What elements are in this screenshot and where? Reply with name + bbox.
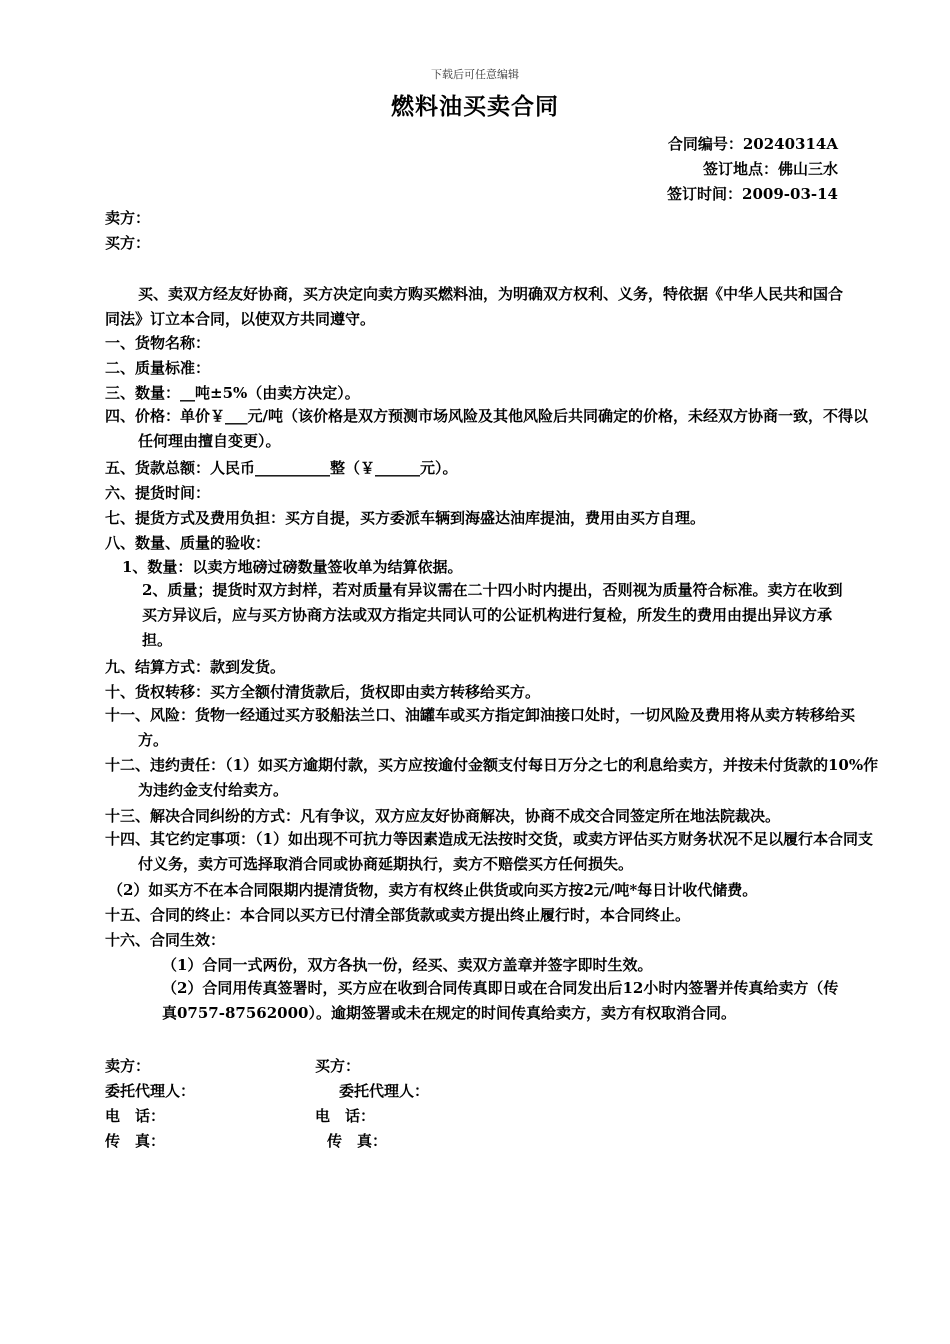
clause-8: 八、数量、质量的验收： [105, 534, 271, 552]
clause-8-2: 2、质量；提货时双方封样，若对质量有异议需在二十四小时内提出，否则视为质量符合标准。卖方在收到买方异议后，应与买方协商方法或双方指定共同认可的公证机构进行复检，所发生的费用由提出异议方承担。 [142, 581, 843, 649]
signature-seller-phone: 电 话： [105, 1107, 166, 1125]
clause-3: 三、数量：__吨±5%（由卖方决定）。 [105, 384, 360, 402]
clause-16-1: （1）合同一式两份，双方各执一份，经买、卖双方盖章并签字即时生效。 [162, 956, 653, 974]
signature-seller-agent: 委托代理人： [105, 1082, 196, 1100]
signature-seller-fax: 传 真： [105, 1132, 166, 1150]
clause-11: 十一、风险：货物一经通过买方驳船法兰口、油罐车或买方指定卸油接口处时，一切风险及费用将从卖方转移给买方。 [105, 706, 856, 749]
intro-paragraph: 买、卖双方经友好协商，买方决定向卖方购买燃料油，为明确双方权利、义务，特依据《中华人民共和国合同法》订立本合同，以使双方共同遵守。 [105, 285, 844, 328]
signature-seller: 卖方： [105, 1057, 151, 1075]
clause-14-2: （2）如买方不在本合同限期内提清货物，卖方有权终止供货或向买方按2元/吨*每日计收代储费。 [108, 881, 758, 899]
clause-15: 十五、合同的终止：本合同以买方已付清全部货款或卖方提出终止履行时，本合同终止。 [105, 906, 691, 924]
clause-16: 十六、合同生效： [105, 931, 226, 949]
clause-10: 十、货权转移：买方全额付清货款后，货权即由卖方转移给买方。 [105, 683, 541, 701]
clause-13: 十三、解决合同纠纷的方式：凡有争议，双方应友好协商解决，协商不成交合同签定所在地法院裁决。 [105, 807, 781, 825]
clause-6: 六、提货时间： [105, 484, 211, 502]
signature-buyer: 买方： [315, 1057, 361, 1075]
clause-12: 十二、违约责任：（1）如买方逾期付款，买方应按逾付金额支付每日万分之七的利息给卖方，并按未付货款的10%作为违约金支付给卖方。 [105, 756, 879, 799]
signature-buyer-fax: 传 真： [327, 1132, 388, 1150]
clause-9: 九、结算方式：款到发货。 [105, 658, 286, 676]
signature-buyer-agent: 委托代理人： [339, 1082, 430, 1100]
clause-5: 五、货款总额：人民币__________整（￥______元）。 [105, 459, 458, 477]
document-title: 燃料油买卖合同 [391, 93, 559, 120]
seller-label: 卖方： [105, 209, 151, 227]
signature-buyer-phone: 电 话： [315, 1107, 376, 1125]
contract-number: 合同编号：20240314A [667, 135, 838, 153]
clause-7: 七、提货方式及费用负担：买方自提，买方委派车辆到海盛达油库提油，费用由买方自理。 [105, 509, 706, 527]
clause-8-1: 1、数量：以卖方地磅过磅数量签收单为结算依据。 [122, 558, 463, 576]
clause-1: 一、货物名称： [105, 334, 211, 352]
signing-date: 签订时间：2009-03-14 [667, 185, 838, 203]
clause-2: 二、质量标准： [105, 359, 211, 377]
header-note: 下载后可任意编辑 [431, 68, 519, 81]
clause-16-2: （2）合同用传真签署时，买方应在收到合同传真即日或在合同发出后12小时内签署并传真给卖方（传真0757-87562000）。逾期签署或未在规定的时间传真给卖方，卖方有权取消合同。 [162, 979, 839, 1022]
buyer-label: 买方： [105, 234, 151, 252]
clause-14: 十四、其它约定事项：（1）如出现不可抗力等因素造成无法按时交货，或卖方评估买方财务状况不足以履行本合同支付义务，卖方可选择取消合同或协商延期执行，卖方不赔偿买方任何损失。 [105, 830, 873, 873]
clause-4: 四、价格：单价￥___元/吨（该价格是双方预测市场风险及其他风险后共同确定的价格，未经双方协商一致，不得以任何理由擅自变更）。 [105, 407, 868, 450]
signing-location: 签订地点：佛山三水 [702, 160, 838, 178]
